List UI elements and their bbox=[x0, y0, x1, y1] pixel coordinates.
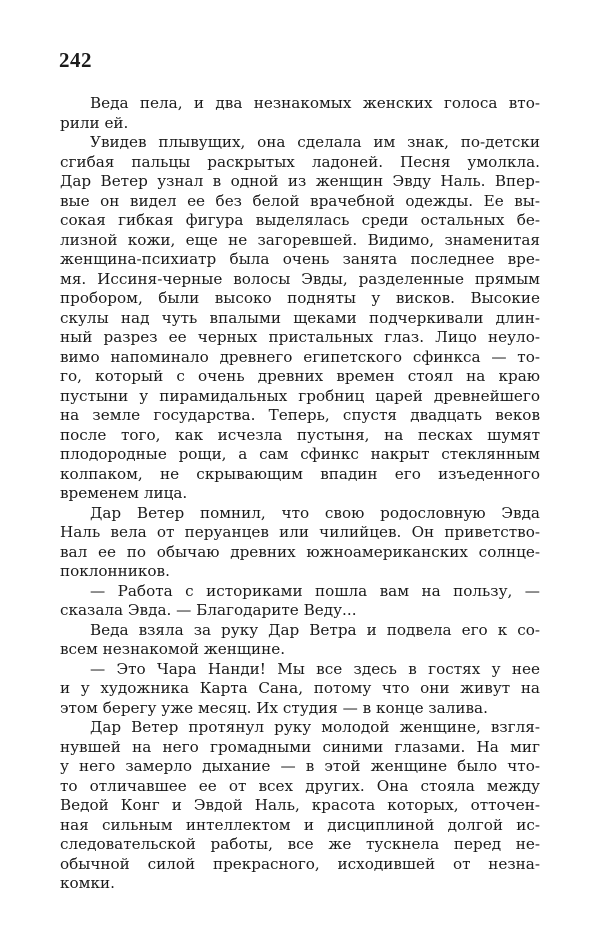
text-line: сгибая пальцы раскрытых ладоней. Песня умолкла. bbox=[60, 152, 540, 171]
text-line: женщина-психиатр была очень занята последнее вре- bbox=[60, 250, 540, 268]
text-line: пустыни у пирамидальных гробниц царей древнейшего bbox=[60, 386, 540, 405]
text-line: комки. bbox=[60, 874, 115, 892]
page-number: 242 bbox=[59, 48, 92, 72]
text-line: скулы над чуть впалыми щеками подчеркивали длин- bbox=[60, 308, 540, 327]
paragraph bbox=[60, 621, 540, 660]
text-line: — Работа с историками пошла вам на пользу, — bbox=[90, 581, 540, 600]
text-line: сокая гибкая фигура выделялась среди остальных бе- bbox=[60, 211, 540, 229]
text-line: и у художника Карта Сана, потому что они живут на bbox=[60, 679, 540, 697]
text-line: ная сильным интеллектом и дисциплиной долгой ис- bbox=[60, 815, 540, 834]
text-line: всем незнакомой женщине. bbox=[60, 640, 286, 658]
text-line: вимо напоминало древнего египетского сфинкса — то- bbox=[60, 347, 540, 366]
text-line: нувшей на него громадными синими глазами. На миг bbox=[60, 737, 540, 756]
text-line: вал ее по обычаю древних южноамериканских солнце- bbox=[60, 542, 540, 561]
text-line: сказала Эвда. — Благодарите Веду... bbox=[60, 601, 357, 619]
text-line: на земле государства. Теперь, спустя двадцать веков bbox=[60, 406, 540, 424]
text-line: мя. Иссиня-черные волосы Эвды, разделенные прямым bbox=[60, 269, 540, 288]
text-line: ный разрез ее черных пристальных глаз. Лицо неуло- bbox=[60, 328, 540, 346]
text-line: рили ей. bbox=[60, 113, 129, 132]
text-line: этом берегу уже месяц. Их студия — в конце залива. bbox=[60, 698, 488, 717]
text-line: Увидев плывущих, она сделала им знак, по-детски bbox=[90, 133, 540, 151]
text-line: го, который с очень древних времен стоял на краю bbox=[60, 367, 540, 385]
paragraph bbox=[60, 133, 540, 504]
text-line: Веда пела, и два незнакомых женских голоса вто- bbox=[90, 94, 540, 112]
text-line: у него замерло дыхание — в этой женщине было что- bbox=[60, 757, 540, 775]
text-line: плодородные рощи, а сам сфинкс накрыт стеклянным bbox=[60, 445, 540, 463]
text-line: Дар Ветер узнал в одной из женщин Эвду Наль. Впер- bbox=[60, 172, 540, 190]
text-line: пробором, были высоко подняты у висков. Высокие bbox=[60, 289, 540, 307]
paragraph bbox=[60, 582, 540, 621]
paragraph bbox=[60, 504, 540, 582]
text-line: лизной кожи, еще не загоревшей. Видимо, знаменитая bbox=[60, 230, 540, 249]
text-line: Дар Ветер помнил, что свою родословную Эвда bbox=[90, 503, 540, 522]
text-line: то отличавшее ее от всех других. Она стояла между bbox=[60, 776, 540, 795]
text-line: следовательской работы, все же тускнела перед не- bbox=[60, 835, 540, 853]
text-line: Наль вела от перуанцев или чилийцев. Он приветство- bbox=[60, 523, 540, 541]
body-text bbox=[60, 94, 540, 894]
text-line: вые он видел ее без белой врачебной одежды. Ее вы- bbox=[60, 191, 540, 210]
paragraph bbox=[60, 718, 540, 894]
text-line: колпаком, не скрывающим впадин его изъеденного bbox=[60, 464, 540, 483]
text-line: обычной силой прекрасного, исходившей от незна- bbox=[60, 854, 540, 873]
text-line: Ведой Конг и Эвдой Наль, красота которых, отточен- bbox=[60, 796, 540, 814]
text-line: поклонников. bbox=[60, 562, 170, 580]
text-line: — Это Чара Нанди! Мы все здесь в гостях у нее bbox=[90, 659, 540, 678]
text-line: временем лица. bbox=[60, 484, 188, 502]
text-line: Веда взяла за руку Дар Ветра и подвела его к со- bbox=[90, 620, 540, 639]
paragraph bbox=[60, 94, 540, 133]
text-line: после того, как исчезла пустыня, на песках шумят bbox=[60, 425, 540, 444]
text-line: Дар Ветер протянул руку молодой женщине, взгля- bbox=[90, 718, 540, 736]
paragraph bbox=[60, 660, 540, 719]
